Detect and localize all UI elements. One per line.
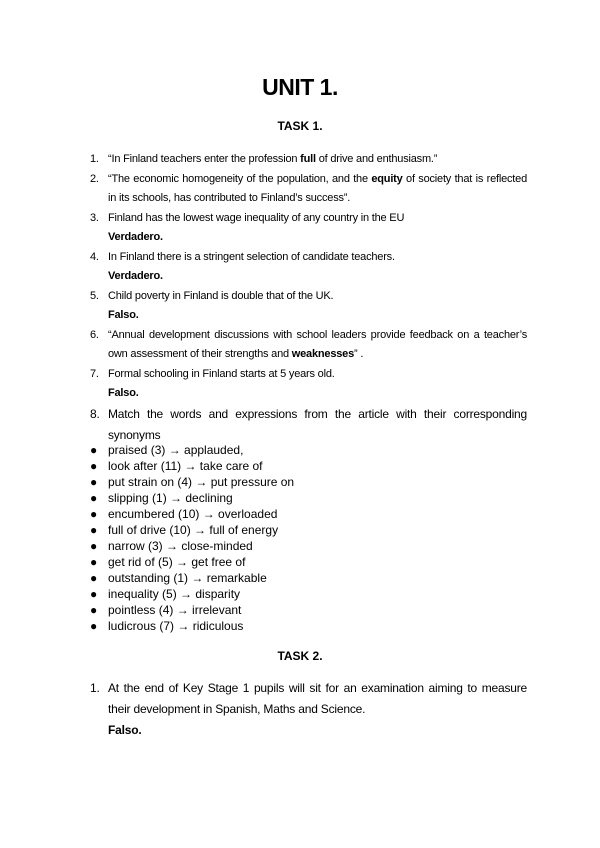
item-text: Child poverty in Finland is double that of the UK.: [108, 289, 334, 302]
list-item: [90, 248, 527, 287]
item-number: 1.: [90, 153, 99, 165]
item-answer: Verdadero.: [108, 231, 163, 243]
list-item: [90, 326, 527, 365]
unit-title: UNIT 1.: [262, 74, 338, 100]
item-text: Finland has the lowest wage inequality of any country in the EU: [108, 211, 405, 224]
synonym-text: praised (3) → applauded,: [108, 443, 244, 457]
synonym-text: pointless (4) → irrelevant: [108, 603, 242, 617]
list-item: [90, 209, 527, 248]
item-answer: Verdadero.: [108, 270, 163, 282]
item-text: of drive and enthusiasm.”: [315, 153, 438, 165]
task1-list: [90, 150, 527, 446]
item-bold-word: full: [300, 153, 316, 165]
task2-title: TASK 2.: [277, 649, 323, 663]
list-item: [90, 150, 527, 170]
item-number: 4.: [90, 250, 99, 263]
bullet-icon: ●: [90, 475, 98, 489]
list-item: [90, 170, 527, 209]
item-text: of society that is reflected in its schools, has contributed to Finland’s success”.: [108, 172, 527, 204]
bullet-icon: ●: [90, 443, 98, 457]
list-item: [90, 365, 527, 404]
item-text: Match the words and expressions from the article with their corresponding: [108, 406, 527, 421]
list-item: [90, 404, 527, 446]
synonym-item: [90, 538, 527, 554]
bullet-icon: ●: [90, 459, 98, 473]
synonym-item: [90, 522, 527, 538]
item-bold-word: equity: [371, 172, 403, 185]
bullet-icon: ●: [90, 619, 98, 633]
synonym-text: encumbered (10) → overloaded: [108, 507, 278, 521]
bullet-icon: ●: [90, 587, 98, 601]
item-text: “The economic homogeneity of the population, and the: [108, 172, 372, 185]
item-text: At the end of Key Stage 1 pupils will sit for an examination aiming to measure: [108, 681, 527, 695]
synonym-item: [90, 586, 527, 602]
item-number: 5.: [90, 289, 99, 302]
synonym-text: ludicrous (7) → ridiculous: [108, 619, 244, 633]
item-number: 1.: [90, 681, 100, 695]
bullet-icon: ●: [90, 523, 98, 537]
synonym-item: [90, 618, 527, 634]
item-text: synonyms: [108, 427, 161, 442]
item-text: “In Finland teachers enter the profession: [108, 153, 301, 165]
synonym-text: slipping (1) → declining: [108, 491, 233, 505]
item-number: 7.: [90, 367, 99, 380]
bullet-icon: ●: [90, 555, 98, 569]
item-text: “Annual development discussions with school leaders provide feedback on a teacher’s own assessment of their strengths and: [108, 328, 527, 360]
synonym-text: narrow (3) → close-minded: [108, 539, 253, 553]
synonym-text: inequality (5) → disparity: [108, 587, 241, 601]
task2-list: [90, 678, 527, 741]
item-text: ” .: [354, 348, 364, 360]
bullet-icon: ●: [90, 603, 98, 617]
item-answer: Falso.: [108, 309, 139, 321]
task1-title: TASK 1.: [277, 119, 323, 133]
synonym-item: [90, 442, 527, 458]
bullet-icon: ●: [90, 507, 98, 521]
item-answer: Falso.: [108, 723, 142, 737]
synonyms-list: [90, 442, 527, 634]
item-text: Formal schooling in Finland starts at 5 years old.: [108, 367, 335, 380]
list-item: [90, 678, 527, 741]
list-item: [90, 287, 527, 326]
item-number: 8.: [90, 406, 100, 421]
item-number: 2.: [90, 172, 99, 185]
synonym-text: full of drive (10) → full of energy: [108, 523, 279, 537]
synonym-text: look after (11) → take care of: [108, 459, 263, 473]
synonym-item: [90, 458, 527, 474]
item-text: In Finland there is a stringent selection of candidate teachers.: [108, 250, 395, 263]
bullet-icon: ●: [90, 491, 98, 505]
synonym-item: [90, 602, 527, 618]
synonym-item: [90, 554, 527, 570]
synonym-text: get rid of (5) → get free of: [108, 555, 246, 569]
synonym-text: outstanding (1) → remarkable: [108, 571, 267, 585]
synonym-item: [90, 490, 527, 506]
bullet-icon: ●: [90, 539, 98, 553]
synonym-item: [90, 570, 527, 586]
item-number: 6.: [90, 328, 99, 341]
item-answer: Falso.: [108, 387, 139, 399]
synonym-item: [90, 474, 527, 490]
item-number: 3.: [90, 211, 99, 224]
bullet-icon: ●: [90, 571, 98, 585]
item-text: their development in Spanish, Maths and Science.: [108, 702, 366, 716]
synonym-text: put strain on (4) → put pressure on: [108, 475, 295, 489]
item-bold-word: weaknesses: [291, 348, 354, 360]
synonym-item: [90, 506, 527, 522]
